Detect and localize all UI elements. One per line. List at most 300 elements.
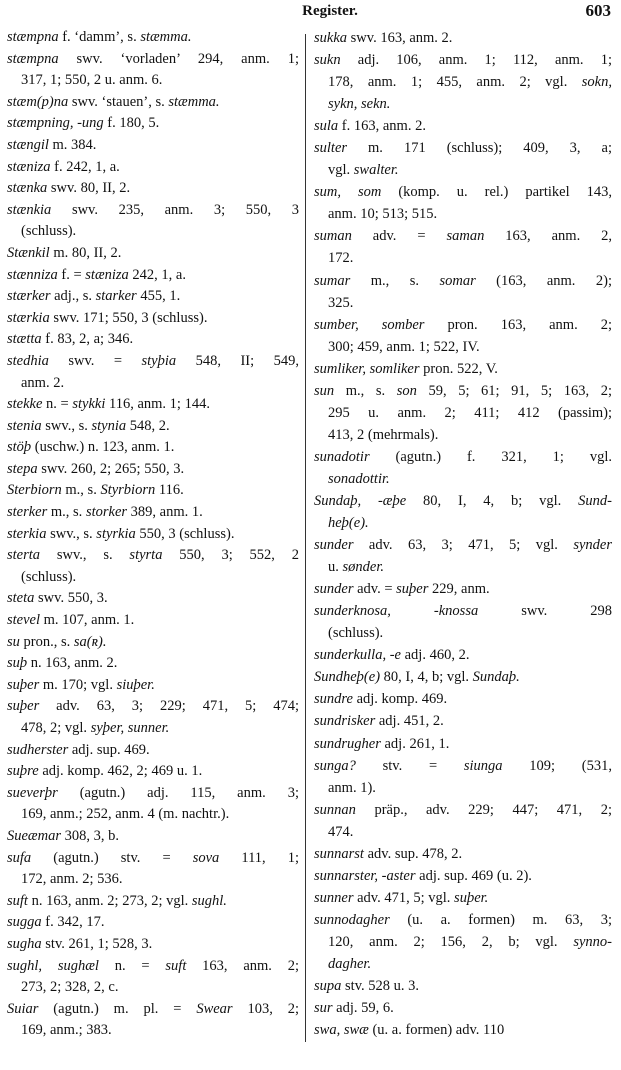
- reference-text: n. 163, anm. 2.: [27, 655, 118, 672]
- entry-line: [314, 424, 612, 446]
- reference-text: (agutn.) adj. 115, anm. 3;: [57, 784, 299, 801]
- reference-text: 163, anm. 2;: [186, 957, 299, 974]
- headword-text: sukka: [314, 30, 348, 46]
- entry-line: [7, 804, 299, 826]
- entry-line: [314, 975, 612, 997]
- register-entry: [314, 865, 612, 887]
- register-entry: [314, 688, 612, 710]
- headword-text: stæmpning, -ung: [7, 115, 104, 132]
- headword-text: sterker: [7, 504, 48, 521]
- entry-line: [314, 622, 612, 644]
- reference-text: 242, 1, a.: [128, 266, 186, 283]
- reference-text: 80, I, 4, b; vgl.: [406, 492, 579, 509]
- reference-text: swv. 550, 3.: [34, 590, 108, 607]
- register-entry: [7, 480, 299, 502]
- register-entry: [314, 710, 612, 732]
- register-entry: [7, 200, 299, 243]
- entry-line: [314, 115, 612, 137]
- page-number: 603: [585, 1, 611, 20]
- entry-line: [7, 27, 299, 49]
- headword-text: sundre: [314, 691, 353, 708]
- headword-text: sunderkulla, -e: [314, 647, 401, 664]
- reference-text: m., s.: [350, 272, 440, 289]
- headword-text: storker: [85, 504, 128, 521]
- register-entry: [314, 534, 612, 578]
- reference-text: adv. 63, 3; 471, 5; vgl.: [353, 537, 574, 554]
- running-header-title: Register.: [302, 3, 358, 19]
- reference-text: anm. 2.: [21, 374, 65, 391]
- entry-line: [314, 666, 612, 688]
- headword-text: suman: [314, 228, 352, 245]
- reference-text: 169, anm.; 252, anm. 4 (m. nachtr.).: [21, 806, 230, 823]
- headword-text: suþ: [7, 655, 28, 672]
- reference-text: vgl.: [328, 162, 354, 179]
- entry-line: [7, 934, 299, 956]
- reference-text: 229, anm.: [428, 581, 490, 598]
- register-entry: [7, 999, 299, 1042]
- headword-text: stæmma.: [168, 93, 220, 110]
- entry-line: [314, 159, 612, 181]
- headword-text: stærker: [7, 288, 51, 305]
- reference-text: pron., s.: [19, 633, 74, 650]
- headword-text: stæm(p)na: [7, 93, 69, 110]
- entry-line: [7, 740, 299, 762]
- headword-text: stynia: [91, 417, 127, 434]
- reference-text: (uschw.) n. 123, anm. 1.: [31, 439, 175, 456]
- register-entry: [314, 27, 612, 49]
- entry-line: [314, 600, 612, 622]
- entry-line: [314, 468, 612, 490]
- entry-line: [7, 567, 299, 589]
- register-column-right: [314, 27, 612, 1041]
- reference-text: 455, 1.: [136, 288, 181, 305]
- headword-text: stæmma.: [140, 29, 192, 45]
- entry-line: [7, 459, 299, 481]
- reference-text: f. 342, 17.: [41, 914, 105, 931]
- reference-text: anm. 10; 513; 515.: [328, 206, 438, 223]
- register-entry: [7, 459, 299, 481]
- reference-text: (agutn.) m. pl. =: [38, 1000, 197, 1017]
- reference-text: (u. a. formen) adv. 110: [368, 1022, 505, 1039]
- headword-text: synno-: [573, 933, 612, 950]
- headword-text: Sund-: [578, 492, 613, 509]
- entry-line: [314, 512, 612, 534]
- entry-line: [314, 799, 612, 821]
- reference-text: 548, 2.: [126, 417, 170, 434]
- headword-text: sundrugher: [314, 735, 381, 752]
- reference-text: präp., adv. 229; 447; 471, 2;: [355, 801, 612, 818]
- reference-text: adv. 63, 3; 229; 471, 5; 474;: [39, 698, 299, 715]
- entry-line: [314, 578, 612, 600]
- reference-text: m. 170; vgl.: [39, 676, 117, 693]
- entry-line: [314, 225, 612, 247]
- register-entry: [314, 1019, 612, 1041]
- headword-text: swa, swæ: [314, 1022, 369, 1039]
- reference-text: 116, anm. 1; 144.: [105, 396, 210, 413]
- headword-text: synder: [573, 537, 612, 554]
- register-entry: [314, 578, 612, 600]
- register-entry: [7, 632, 299, 654]
- register-entry: [7, 912, 299, 934]
- headword-text: stætta: [7, 331, 42, 348]
- reference-text: adj. komp. 469.: [352, 691, 448, 708]
- headword-text: sughl.: [191, 892, 227, 909]
- reference-text: 389, anm. 1.: [127, 504, 203, 521]
- headword-text: supa: [314, 978, 342, 995]
- entry-line: [314, 688, 612, 710]
- headword-text: stængil: [7, 136, 49, 153]
- entry-line: [314, 137, 612, 159]
- entry-line: [7, 351, 299, 373]
- entry-line: [7, 502, 299, 524]
- headword-text: sueverþr: [7, 784, 58, 801]
- register-entry: [7, 92, 299, 114]
- reference-text: m. 384.: [48, 136, 97, 153]
- entry-line: [314, 314, 612, 336]
- reference-text: m., s.: [334, 382, 397, 399]
- register-entry: [314, 358, 612, 380]
- reference-text: pron. 522, V.: [419, 360, 498, 377]
- register-entry: [314, 733, 612, 755]
- headword-text: sokn,: [581, 74, 612, 91]
- entry-line: [314, 181, 612, 203]
- headword-text: Sundaþ, -æþe: [314, 492, 407, 509]
- reference-text: swv. 163, anm. 2.: [347, 30, 453, 46]
- register-entry: [314, 887, 612, 909]
- headword-text: sundrisker: [314, 713, 376, 730]
- headword-text: sonadottir.: [328, 470, 390, 487]
- headword-text: swalter.: [353, 162, 399, 179]
- entry-line: [7, 999, 299, 1021]
- reference-text: swv. 260, 2; 265; 550, 3.: [37, 460, 185, 477]
- entry-line: [7, 956, 299, 978]
- reference-text: f. 163, anm. 2.: [338, 118, 426, 135]
- register-entry: [314, 314, 612, 358]
- reference-text: n. 163, anm. 2; 273, 2; vgl.: [27, 892, 192, 909]
- headword-text: suþer: [396, 581, 429, 598]
- headword-text: sum, som: [314, 184, 382, 201]
- reference-text: m. 107, anm. 1.: [40, 612, 135, 629]
- entry-line: [7, 135, 299, 157]
- headword-text: suft: [165, 957, 187, 974]
- reference-text: 317, 1; 550, 2 u. anm. 6.: [21, 72, 163, 89]
- headword-text: sulter: [314, 140, 348, 157]
- register-entry: [7, 286, 299, 308]
- headword-text: sumliker, somliker: [314, 360, 420, 377]
- register-entry: [7, 178, 299, 200]
- reference-text: 178, anm. 1; 455, anm. 2; vgl.: [328, 74, 582, 91]
- reference-text: swv., s.: [46, 525, 97, 542]
- entry-line: [314, 49, 612, 71]
- entry-line: [314, 865, 612, 887]
- reference-text: 478, 2; vgl.: [21, 720, 91, 736]
- entry-line: [7, 891, 299, 913]
- headword-text: sunnan: [314, 801, 356, 818]
- headword-text: sterkia: [7, 525, 47, 542]
- headword-text: su: [7, 633, 20, 650]
- headword-text: sumar: [314, 272, 351, 289]
- entry-line: [314, 490, 612, 512]
- reference-text: 413, 2 (mehrmals).: [328, 426, 439, 443]
- headword-text: styþia: [141, 352, 177, 369]
- entry-line: [314, 402, 612, 424]
- reference-text: swv., s.: [41, 417, 92, 434]
- reference-text: swv. ‘vorladen’ 294, anm. 1;: [58, 50, 299, 67]
- headword-text: stekke: [7, 396, 43, 413]
- register-entry: [7, 27, 299, 49]
- headword-text: sunadotir: [314, 448, 370, 465]
- reference-text: m. 171 (schluss); 409, 3, a;: [347, 140, 612, 157]
- headword-text: Styrbiorn: [100, 482, 156, 499]
- headword-text: suþre: [7, 763, 39, 780]
- reference-text: 474.: [328, 823, 354, 840]
- headword-text: stænniza: [7, 266, 58, 283]
- headword-text: sa(ʀ).: [73, 633, 107, 650]
- register-column-left: [7, 27, 299, 1042]
- reference-text: adv. sup. 478, 2.: [363, 845, 463, 862]
- reference-text: (u. a. formen) m. 63, 3;: [389, 911, 612, 928]
- entry-line: [7, 308, 299, 330]
- reference-text: adj. komp. 462, 2; 469 u. 1.: [38, 763, 203, 780]
- entry-line: [314, 777, 612, 799]
- headword-text: stepa: [7, 460, 38, 477]
- entry-line: [314, 710, 612, 732]
- register-entry: [314, 755, 612, 799]
- column-divider: [305, 34, 306, 1042]
- headword-text: starker: [95, 288, 137, 305]
- headword-text: sunder: [314, 537, 354, 554]
- headword-text: stæmpna: [7, 29, 59, 45]
- entry-line: [314, 446, 612, 468]
- entry-line: [7, 394, 299, 416]
- register-entry: [7, 157, 299, 179]
- register-entry: [314, 975, 612, 997]
- register-entry: [314, 115, 612, 137]
- reference-text: 550, 3 (schluss).: [135, 525, 235, 542]
- register-entry: [7, 588, 299, 610]
- headword-text: sun: [314, 382, 335, 399]
- reference-text: 325.: [328, 294, 354, 311]
- entry-line: [314, 953, 612, 975]
- headword-text: sykn, sekn.: [328, 96, 391, 113]
- entry-line: [314, 931, 612, 953]
- entry-line: [7, 1020, 299, 1042]
- entry-line: [314, 270, 612, 292]
- headword-text: Swear: [196, 1000, 233, 1017]
- reference-text: 120, anm. 2; 156, 2, b; vgl.: [328, 933, 574, 950]
- headword-text: sugha: [7, 935, 42, 952]
- reference-text: 163, anm. 2,: [484, 228, 613, 245]
- reference-text: adj. sup. 469.: [68, 741, 150, 758]
- reference-text: (163, anm. 2);: [475, 272, 613, 289]
- reference-text: (schluss).: [21, 223, 77, 240]
- register-entry: [314, 270, 612, 314]
- headword-text: sunner: [314, 889, 354, 906]
- reference-text: 300; 459, anm. 1; 522, IV.: [328, 338, 480, 355]
- entry-line: [7, 113, 299, 135]
- entry-line: [7, 524, 299, 546]
- reference-text: 172, anm. 2; 536.: [21, 871, 123, 888]
- register-entry: [7, 740, 299, 762]
- entry-line: [314, 821, 612, 843]
- headword-text: Suiar: [7, 1000, 39, 1017]
- entry-line: [7, 545, 299, 567]
- headword-text: sur: [314, 1000, 333, 1017]
- headword-text: dagher.: [328, 955, 372, 972]
- reference-text: 109; (531,: [502, 757, 612, 774]
- entry-line: [7, 200, 299, 222]
- reference-text: (agutn.) f. 321, 1; vgl.: [369, 448, 612, 465]
- register-entry: [7, 826, 299, 848]
- headword-text: syþer, sunner.: [90, 720, 170, 736]
- reference-text: adv. =: [353, 581, 397, 598]
- register-entry: [7, 49, 299, 92]
- headword-text: stænka: [7, 180, 48, 197]
- headword-text: stevel: [7, 612, 41, 629]
- register-entry: [314, 446, 612, 490]
- reference-text: anm. 1).: [328, 779, 376, 796]
- entry-line: [7, 416, 299, 438]
- register-entry: [314, 644, 612, 666]
- register-entry: [314, 909, 612, 975]
- reference-text: f. 83, 2, a; 346.: [41, 331, 134, 348]
- register-entry: [7, 394, 299, 416]
- register-entry: [7, 891, 299, 913]
- register-entry: [7, 243, 299, 265]
- reference-text: adv. =: [351, 228, 447, 245]
- entry-line: [7, 696, 299, 718]
- reference-text: swv. =: [48, 352, 142, 369]
- entry-line: [7, 632, 299, 654]
- headword-text: Sueæmar: [7, 827, 61, 844]
- register-entry: [7, 416, 299, 438]
- register-entry: [7, 675, 299, 697]
- entry-line: [314, 71, 612, 93]
- register-entry: [7, 610, 299, 632]
- reference-text: adv. 471, 5; vgl.: [353, 889, 455, 906]
- register-entry: [7, 437, 299, 459]
- register-entry: [7, 135, 299, 157]
- reference-text: m., s.: [47, 504, 86, 521]
- entry-line: [314, 336, 612, 358]
- headword-text: sunnodagher: [314, 911, 390, 928]
- headword-text: sova: [192, 849, 220, 866]
- headword-text: siunga: [463, 757, 503, 774]
- entry-line: [314, 909, 612, 931]
- headword-text: styrta: [129, 547, 163, 564]
- register-entry: [314, 799, 612, 843]
- entry-line: [7, 286, 299, 308]
- register-entry: [7, 696, 299, 739]
- entry-line: [7, 70, 299, 92]
- headword-text: sunnarster, -aster: [314, 867, 416, 884]
- reference-text: stv. 528 u. 3.: [341, 978, 420, 995]
- entry-line: [314, 380, 612, 402]
- reference-text: 273, 2; 328, 2, c.: [21, 979, 119, 996]
- register-entry: [314, 490, 612, 534]
- entry-line: [314, 27, 612, 49]
- register-entry: [7, 524, 299, 546]
- reference-text: (agutn.) stv. =: [31, 849, 193, 866]
- reference-text: (schluss).: [21, 568, 77, 585]
- reference-text: m., s.: [61, 482, 101, 499]
- headword-text: siuþer.: [116, 676, 155, 693]
- reference-text: f. 180, 5.: [103, 115, 160, 132]
- headword-text: saman: [446, 228, 485, 245]
- headword-text: Stænkil: [7, 244, 50, 261]
- headword-text: stöþ: [7, 439, 32, 456]
- headword-text: stærkia: [7, 309, 50, 326]
- entry-line: [314, 93, 612, 115]
- entry-line: [7, 718, 299, 740]
- entry-line: [314, 1019, 612, 1041]
- entry-line: [314, 534, 612, 556]
- reference-text: f. =: [57, 266, 86, 283]
- headword-text: Sundheþ(e): [314, 669, 381, 686]
- entry-line: [7, 178, 299, 200]
- register-entry: [7, 351, 299, 394]
- headword-text: sudherster: [7, 741, 69, 758]
- register-entry: [314, 666, 612, 688]
- reference-text: 172.: [328, 250, 354, 267]
- entry-line: [7, 826, 299, 848]
- register-entry: [314, 843, 612, 865]
- entry-line: [7, 92, 299, 114]
- entry-line: [314, 843, 612, 865]
- headword-text: sunnarst: [314, 845, 364, 862]
- entry-line: [314, 358, 612, 380]
- reference-text: swv. 298: [478, 603, 612, 620]
- headword-text: sunder: [314, 581, 354, 598]
- headword-text: sunderknosa, -knossa: [314, 603, 479, 620]
- headword-text: stedhia: [7, 352, 49, 369]
- headword-text: suft: [7, 892, 28, 909]
- headword-text: sughl, sughæl: [7, 957, 99, 974]
- entry-line: [7, 480, 299, 502]
- reference-text: stv. 261, 1; 528, 3.: [41, 935, 153, 952]
- reference-text: u.: [328, 559, 343, 576]
- entry-line: [7, 157, 299, 179]
- reference-text: 308, 3, b.: [60, 827, 119, 844]
- register-entry: [7, 545, 299, 588]
- reference-text: 116.: [155, 482, 184, 499]
- reference-text: swv. 235, anm. 3; 550, 3: [51, 201, 299, 218]
- reference-text: f. ‘damm’, s.: [58, 29, 141, 45]
- reference-text: 111, 1;: [219, 849, 299, 866]
- entry-line: [7, 588, 299, 610]
- register-entry: [7, 329, 299, 351]
- reference-text: 103, 2;: [232, 1000, 299, 1017]
- register-entry: [7, 113, 299, 135]
- headword-text: steta: [7, 590, 35, 607]
- reference-text: adj. 451, 2.: [375, 713, 444, 730]
- reference-text: 80, I, 4, b; vgl.: [380, 669, 473, 686]
- register-entry: [314, 225, 612, 269]
- headword-text: stæmpna: [7, 50, 59, 67]
- reference-text: m. 80, II, 2.: [49, 244, 122, 261]
- headword-text: heþ(e).: [328, 515, 369, 532]
- entry-line: [7, 373, 299, 395]
- reference-text: (schluss).: [328, 625, 384, 642]
- entry-line: [7, 265, 299, 287]
- entry-line: [314, 292, 612, 314]
- register-entry: [7, 783, 299, 826]
- register-entry: [7, 308, 299, 330]
- entry-line: [7, 329, 299, 351]
- headword-text: styrkia: [96, 525, 136, 542]
- reference-text: (komp. u. rel.) partikel 143,: [381, 184, 613, 201]
- entry-line: [314, 887, 612, 909]
